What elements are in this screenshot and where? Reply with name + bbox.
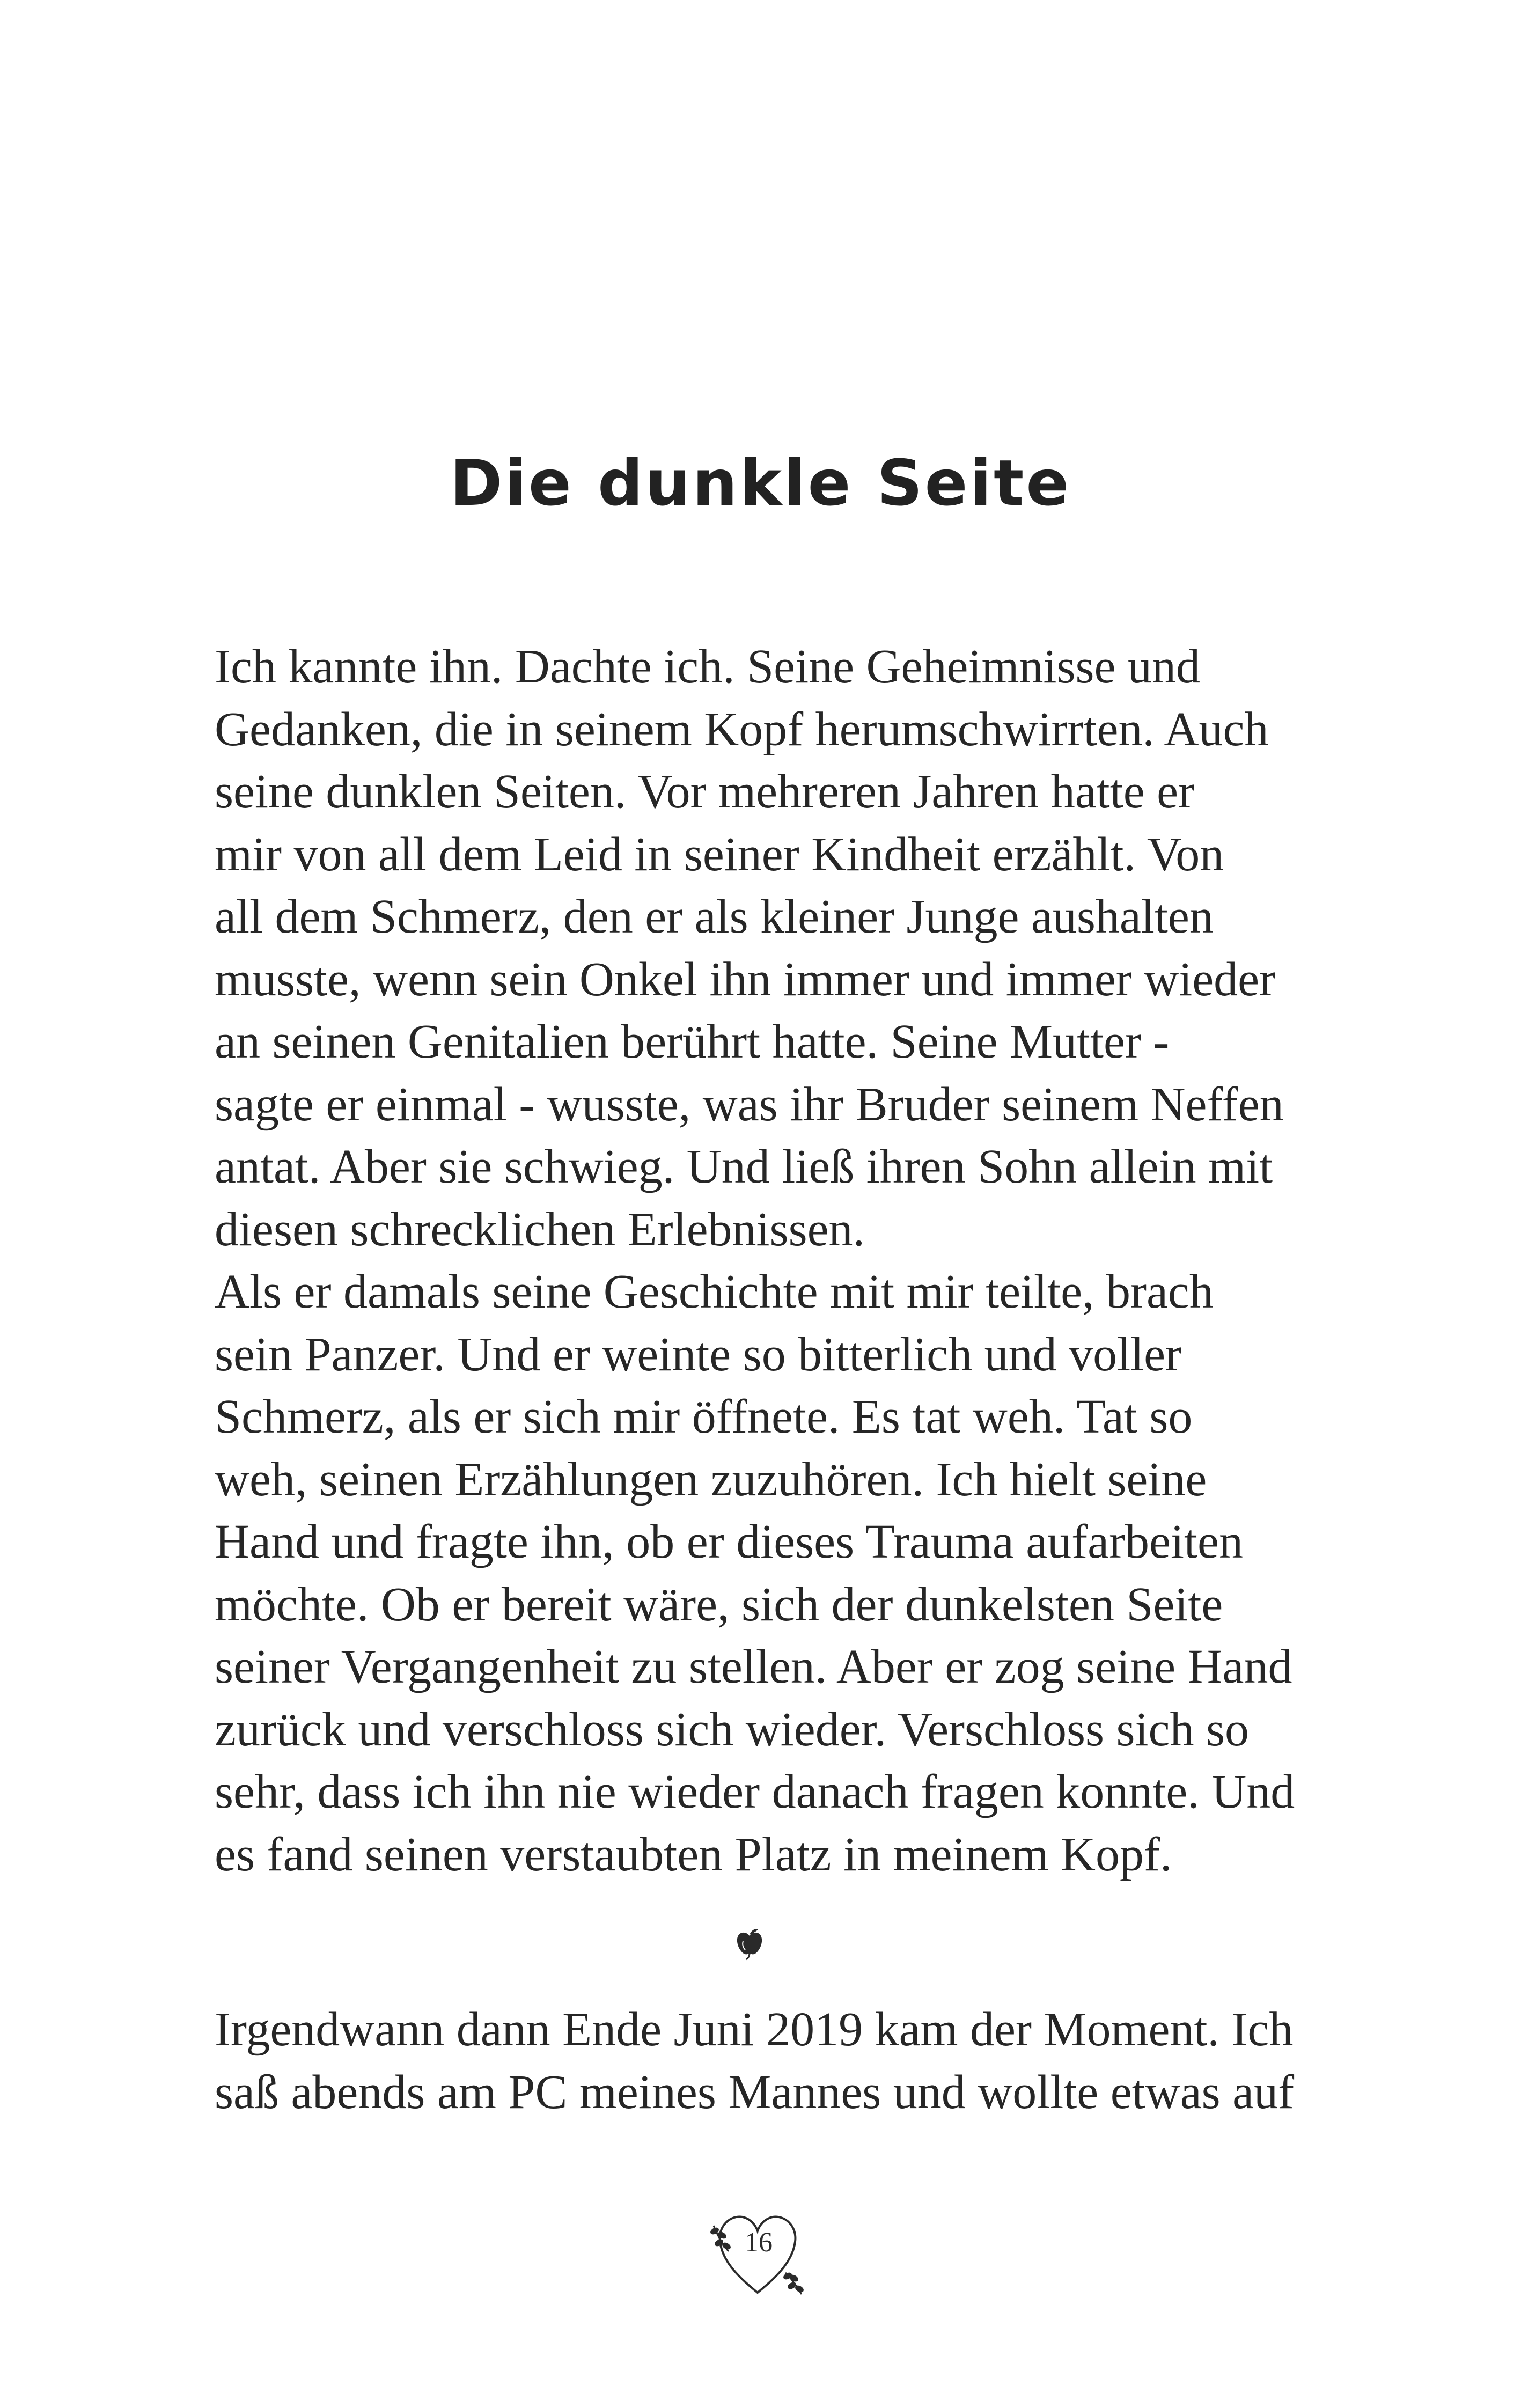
page-number-ornament xyxy=(704,2204,811,2301)
text-line: zurück und verschloss sich wieder. Verschloss sich so xyxy=(215,1702,1250,1756)
text-line: mir von all dem Leid in seiner Kindheit erzählt. Von xyxy=(215,827,1224,881)
text-line: es fand seinen verstaubten Platz in meinem Kopf. xyxy=(215,1827,1172,1881)
text-line: Gedanken, die in seinem Kopf herumschwirrten. Auch xyxy=(215,702,1269,756)
text-line: diesen schrecklichen Erlebnissen. xyxy=(215,1202,865,1256)
text-line: Hand und fragte ihn, ob er dieses Trauma aufarbeiten xyxy=(215,1515,1243,1568)
text-line: musste, wenn sein Onkel ihn immer und immer wieder xyxy=(215,952,1276,1006)
text-line: Schmerz, als er sich mir öffnete. Es tat weh. Tat so xyxy=(215,1390,1193,1443)
text-line: sehr, dass ich ihn nie wieder danach fragen konnte. Und xyxy=(215,1765,1295,1818)
text-line: möchte. Ob er bereit wäre, sich der dunkelsten Seite xyxy=(215,1577,1223,1631)
paragraph-2 xyxy=(215,1999,1320,2124)
text-line: all dem Schmerz, den er als kleiner Junge aushalten xyxy=(215,890,1214,943)
text-line: Irgendwann dann Ende Juni 2019 kam der Moment. Ich xyxy=(215,2003,1294,2056)
text-line: antat. Aber sie schwieg. Und ließ ihren Sohn allein mit xyxy=(215,1140,1273,1193)
chapter-title: Die dunkle Seite xyxy=(450,446,1071,520)
text-line: seiner Vergangenheit zu stellen. Aber er zog seine Hand xyxy=(215,1640,1292,1693)
text-line: Ich kannte ihn. Dachte ich. Seine Geheimnisse und xyxy=(215,640,1200,693)
section-separator xyxy=(733,1925,766,1963)
text-line: an seinen Genitalien berührt hatte. Seine Mutter - xyxy=(215,1015,1170,1068)
text-line: Als er damals seine Geschichte mit mir teilte, brach xyxy=(215,1265,1214,1318)
text-line: saß abends am PC meines Mannes und wollte etwas auf xyxy=(215,2065,1295,2119)
paragraph-1 xyxy=(215,636,1320,1886)
text-line: seine dunklen Seiten. Vor mehreren Jahren hatte er xyxy=(215,765,1195,818)
apple-icon xyxy=(733,1925,766,1963)
page-number: 16 xyxy=(745,2227,773,2258)
text-line: weh, seinen Erzählungen zuzuhören. Ich hielt seine xyxy=(215,1452,1207,1506)
text-line: sein Panzer. Und er weinte so bitterlich und voller xyxy=(215,1327,1182,1381)
text-line: sagte er einmal - wusste, was ihr Bruder seinem Neffen xyxy=(215,1077,1284,1131)
